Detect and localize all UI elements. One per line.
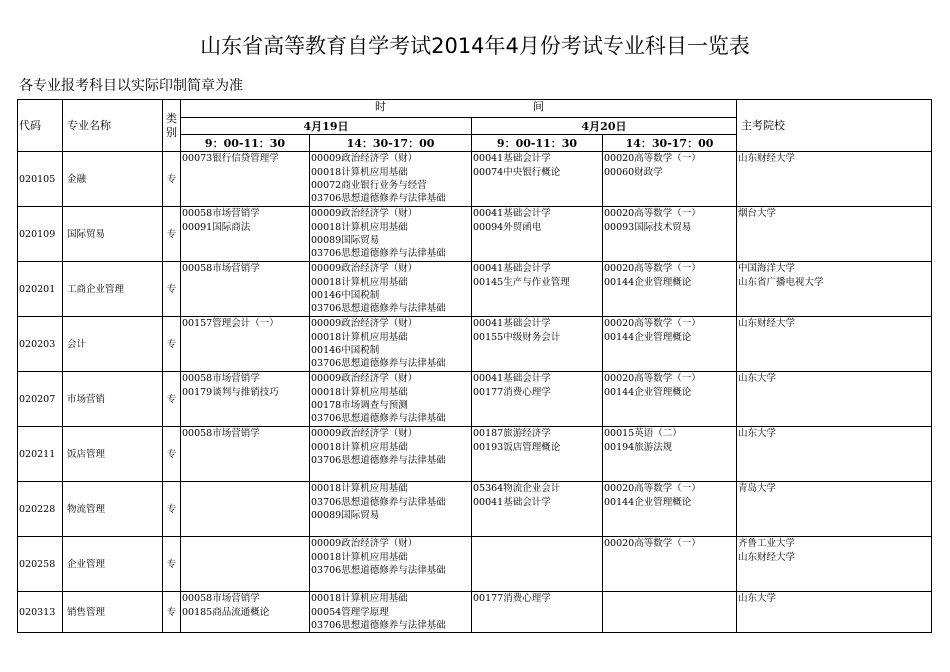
row-slot-1-subjects: [181, 537, 310, 592]
subject-item: 00089国际贸易: [311, 234, 380, 246]
table-row: [18, 537, 932, 592]
subject-item: 00041基础会计学: [473, 208, 551, 220]
row-slot-4-subjects: [603, 152, 737, 207]
row-slot-2-subjects: [310, 152, 472, 207]
subject-item: 00185商品流通概论: [182, 606, 270, 618]
subject-item: 00020高等数学（一）: [604, 318, 701, 330]
subject-item: 00178市场调查与预测: [311, 399, 408, 411]
row-slot-4-subjects: [603, 372, 737, 427]
row-type: 专: [163, 482, 181, 537]
row-major-name: 金融: [63, 152, 163, 207]
subject-item: 00146中国税制: [311, 289, 380, 301]
subject-item: 00020高等数学（一）: [604, 208, 701, 220]
row-type: 专: [163, 207, 181, 262]
subject-item: 00009政治经济学（财）: [311, 428, 418, 440]
row-slot-2-subjects: [310, 207, 472, 262]
row-slot-2-subjects: [310, 592, 472, 633]
subject-item: 03706思想道德修养与法律基础: [311, 303, 446, 315]
row-slot-3-subjects: [472, 427, 603, 482]
subject-item: 00144企业管理概论: [604, 386, 692, 398]
school-item: 山东财经大学: [738, 318, 796, 330]
row-type: 专: [163, 427, 181, 482]
subject-item: 00041基础会计学: [473, 496, 551, 508]
row-slot-4-subjects: [603, 427, 737, 482]
subject-item: 00018计算机应用基础: [311, 551, 408, 563]
row-major-name: 企业管理: [63, 537, 163, 592]
school-item: 山东财经大学: [738, 551, 796, 563]
row-major-name: 会计: [63, 317, 163, 372]
row-major-name: 销售管理: [63, 592, 163, 633]
row-slot-3-subjects: [472, 482, 603, 537]
row-slot-3-subjects: [472, 592, 603, 633]
row-major-name: 物流管理: [63, 482, 163, 537]
subject-item: 00058市场营销学: [182, 263, 260, 275]
page-title: 山东省高等教育自学考试2014年4月份考试专业科目一览表: [200, 34, 750, 58]
header-slot-2: 14：30-17：00: [310, 135, 472, 152]
row-school: [737, 207, 932, 262]
subject-item: 00177消费心理学: [473, 386, 551, 398]
subject-item: 03706思想道德修养与法律基础: [311, 413, 446, 425]
header-code: 代码: [18, 100, 63, 152]
row-slot-2-subjects: [310, 317, 472, 372]
subject-item: 00177消费心理学: [473, 593, 551, 605]
table-row: [18, 372, 932, 427]
subject-item: 00041基础会计学: [473, 373, 551, 385]
row-slot-2-subjects: [310, 372, 472, 427]
subject-item: 00145生产与作业管理: [473, 276, 570, 288]
subject-item: 00009政治经济学（财）: [311, 153, 418, 165]
subject-item: 00018计算机应用基础: [311, 386, 408, 398]
subject-item: 00074中央银行概论: [473, 166, 561, 178]
subject-item: 00193饭店管理概论: [473, 441, 561, 453]
row-school: [737, 537, 932, 592]
row-slot-4-subjects: [603, 537, 737, 592]
subject-item: 00093国际技术贸易: [604, 221, 692, 233]
header-slot-4: 14：30-17：00: [603, 135, 737, 152]
subject-item: 00194旅游法规: [604, 441, 673, 453]
subject-item: 00058市场营销学: [182, 373, 260, 385]
row-slot-3-subjects: [472, 262, 603, 317]
subject-item: 00041基础会计学: [473, 263, 551, 275]
row-slot-1-subjects: [181, 592, 310, 633]
row-code: 020228: [18, 482, 63, 537]
subject-item: 03706思想道德修养与法律基础: [311, 358, 446, 370]
row-school: [737, 592, 932, 633]
subject-item: 00144企业管理概论: [604, 496, 692, 508]
row-code: 020211: [18, 427, 63, 482]
row-school: [737, 317, 932, 372]
subject-item: 00020高等数学（一）: [604, 538, 701, 550]
subject-item: 00009政治经济学（财）: [311, 373, 418, 385]
row-slot-3-subjects: [472, 317, 603, 372]
header-time: [181, 100, 737, 118]
subject-item: 00144企业管理概论: [604, 331, 692, 343]
row-type: 专: [163, 592, 181, 633]
school-item: 齐鲁工业大学: [738, 538, 796, 550]
subject-item: 00054管理学原理: [311, 606, 389, 618]
row-slot-3-subjects: [472, 207, 603, 262]
subject-item: 00155中级财务会计: [473, 331, 561, 343]
subject-item: 03706思想道德修养与法律基础: [311, 454, 446, 466]
school-item: 山东大学: [738, 373, 777, 385]
subject-item: 03706思想道德修养与法律基础: [311, 564, 446, 576]
subject-item: 00094外贸函电: [473, 221, 542, 233]
header-major: 专业名称: [63, 100, 163, 152]
subject-item: 00018计算机应用基础: [311, 221, 408, 233]
subject-item: 00009政治经济学（财）: [311, 208, 418, 220]
subject-item: 00089国际贸易: [311, 509, 380, 521]
exam-schedule-table: [17, 99, 932, 633]
table-body: [18, 100, 932, 633]
row-slot-1-subjects: [181, 372, 310, 427]
school-item: 烟台大学: [738, 208, 777, 220]
subject-item: 03706思想道德修养与法律基础: [311, 496, 446, 508]
row-major-name: 工商企业管理: [63, 262, 163, 317]
row-type: 专: [163, 372, 181, 427]
row-code: 020109: [18, 207, 63, 262]
header-type: 类别: [163, 100, 181, 152]
row-slot-1-subjects: [181, 427, 310, 482]
subject-item: 00072商业银行业务与经营: [311, 179, 427, 191]
header-time-right: 间: [533, 100, 544, 113]
subject-item: 00058市场营销学: [182, 208, 260, 220]
row-slot-2-subjects: [310, 537, 472, 592]
row-type: 专: [163, 317, 181, 372]
header-time-left: 时: [375, 100, 386, 113]
header-slot-3: 9：00-11：30: [472, 135, 603, 152]
header-row-1: [18, 100, 932, 118]
table-row: [18, 152, 932, 207]
row-slot-2-subjects: [310, 262, 472, 317]
school-item: 青岛大学: [738, 483, 777, 495]
row-type: 专: [163, 262, 181, 317]
row-slot-1-subjects: [181, 207, 310, 262]
school-item: 中国海洋大学: [738, 263, 796, 275]
subject-item: 00060财政学: [604, 166, 663, 178]
row-major-name: 国际贸易: [63, 207, 163, 262]
header-slot-1: 9：00-11：30: [181, 135, 310, 152]
row-type: 专: [163, 537, 181, 592]
subject-item: 00018计算机应用基础: [311, 166, 408, 178]
row-slot-1-subjects: [181, 262, 310, 317]
subject-item: 00009政治经济学（财）: [311, 318, 418, 330]
row-type: 专: [163, 152, 181, 207]
subject-item: 05364物流企业会计: [473, 483, 561, 495]
subject-item: 00018计算机应用基础: [311, 441, 408, 453]
row-slot-1-subjects: [181, 482, 310, 537]
subject-item: 00020高等数学（一）: [604, 263, 701, 275]
header-day-1: 4月19日: [181, 118, 472, 135]
row-school: [737, 482, 932, 537]
row-school: [737, 262, 932, 317]
subject-item: 00157管理会计（一）: [182, 318, 279, 330]
row-slot-4-subjects: [603, 207, 737, 262]
row-slot-2-subjects: [310, 427, 472, 482]
row-slot-1-subjects: [181, 152, 310, 207]
row-code: 020105: [18, 152, 63, 207]
school-item: 山东大学: [738, 428, 777, 440]
table-row: [18, 317, 932, 372]
row-code: 020203: [18, 317, 63, 372]
subject-item: 00020高等数学（一）: [604, 373, 701, 385]
school-item: 山东财经大学: [738, 153, 796, 165]
header-school: 主考院校: [737, 100, 932, 152]
subject-item: 03706思想道德修养与法律基础: [311, 619, 446, 631]
row-slot-4-subjects: [603, 592, 737, 633]
table-row: [18, 592, 932, 633]
subject-item: 00073银行信贷管理学: [182, 153, 279, 165]
subject-item: 00018计算机应用基础: [311, 593, 408, 605]
subject-item: 00018计算机应用基础: [311, 331, 408, 343]
subject-item: 00179谈判与推销技巧: [182, 386, 279, 398]
header-day-2: 4月20日: [472, 118, 737, 135]
table-row: [18, 482, 932, 537]
page-subtitle: 各专业报考科目以实际印制简章为准: [19, 78, 243, 94]
table-row: [18, 207, 932, 262]
school-item: 山东大学: [738, 593, 777, 605]
row-code: 020258: [18, 537, 63, 592]
row-slot-1-subjects: [181, 317, 310, 372]
row-slot-4-subjects: [603, 262, 737, 317]
subject-item: 00009政治经济学（财）: [311, 263, 418, 275]
subject-item: 00009政治经济学（财）: [311, 538, 418, 550]
subject-item: 00144企业管理概论: [604, 276, 692, 288]
row-school: [737, 427, 932, 482]
subject-item: 00187旅游经济学: [473, 428, 551, 440]
row-slot-3-subjects: [472, 537, 603, 592]
subject-item: 00091国际商法: [182, 221, 251, 233]
subject-item: 00058市场营销学: [182, 428, 260, 440]
subject-item: 00020高等数学（一）: [604, 153, 701, 165]
subject-item: 00020高等数学（一）: [604, 483, 701, 495]
table-row: [18, 262, 932, 317]
subject-item: 00146中国税制: [311, 344, 380, 356]
row-school: [737, 152, 932, 207]
subject-item: 00018计算机应用基础: [311, 483, 408, 495]
subject-item: 03706思想道德修养与法律基础: [311, 248, 446, 260]
row-code: 020207: [18, 372, 63, 427]
subject-item: 00015英语（二）: [604, 428, 682, 440]
row-code: 020313: [18, 592, 63, 633]
row-school: [737, 372, 932, 427]
row-slot-3-subjects: [472, 372, 603, 427]
row-major-name: 市场营销: [63, 372, 163, 427]
subject-item: 00041基础会计学: [473, 318, 551, 330]
table-row: [18, 427, 932, 482]
subject-item: 03706思想道德修养与法律基础: [311, 193, 446, 205]
row-slot-2-subjects: [310, 482, 472, 537]
row-major-name: 饭店管理: [63, 427, 163, 482]
subject-item: 00058市场营销学: [182, 593, 260, 605]
row-slot-4-subjects: [603, 317, 737, 372]
subject-item: 00018计算机应用基础: [311, 276, 408, 288]
row-slot-3-subjects: [472, 152, 603, 207]
school-item: 山东省广播电视大学: [738, 276, 824, 288]
row-slot-4-subjects: [603, 482, 737, 537]
row-code: 020201: [18, 262, 63, 317]
subject-item: 00041基础会计学: [473, 153, 551, 165]
